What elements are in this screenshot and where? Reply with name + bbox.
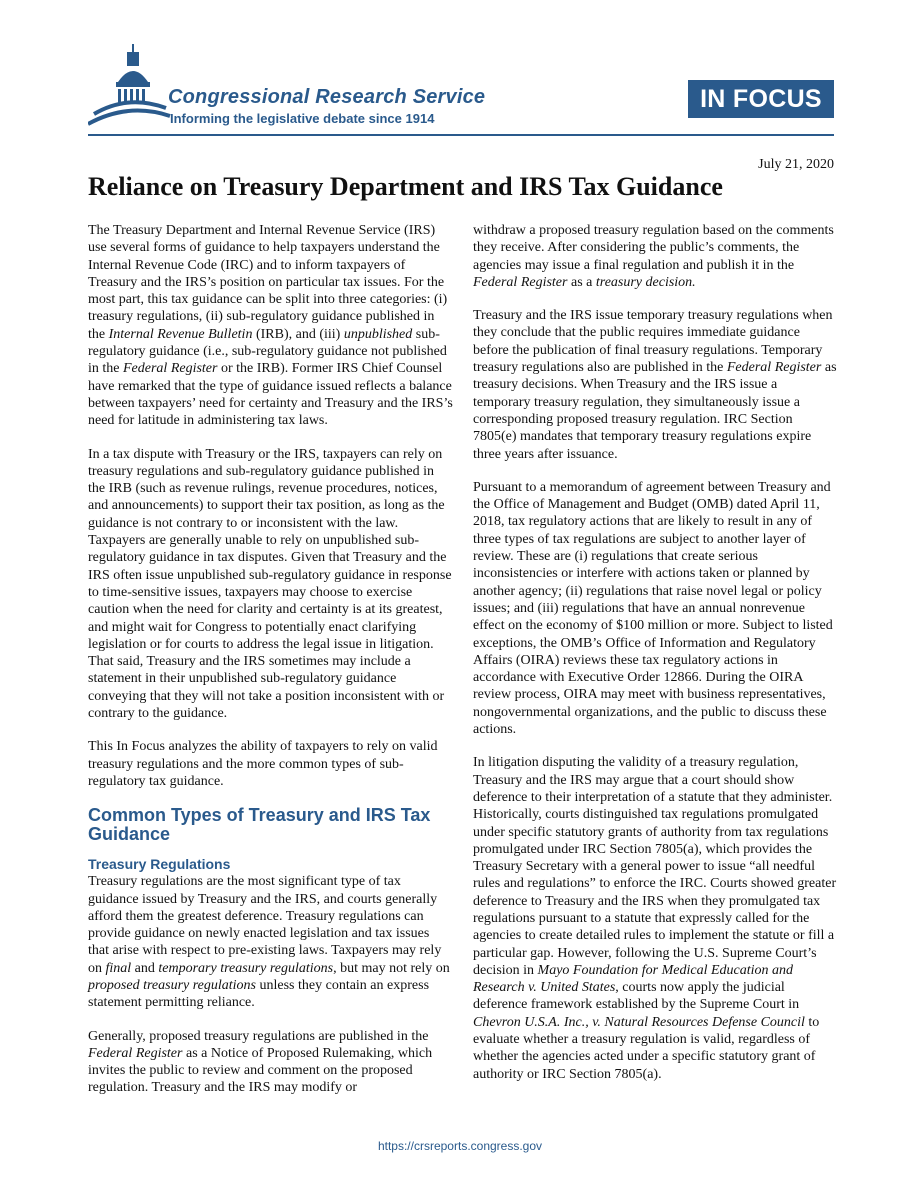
capitol-dome-logo [88, 42, 180, 134]
reliance-paragraph: In a tax dispute with Treasury or the IRS, taxpayers can rely on treasury regulations and sub-regulatory guidance published in the IRB (such as revenue rulings, revenue procedures, notices, and announcements) to support their tax position, as long as the guidance is not contrary to or inconsistent with the law. Taxpayers are generally unable to rely on unpublished sub-regulatory guidance in tax disputes. Given that Treasury and the IRS often issue unpublished sub-regulatory guidance in response to time-sensitive issues, taxpayers may choose to exercise caution when the need for clarity and certainty is at its greatest, and might wait for Congress to potentially enact clarifying legislation or for courts to address the legal issue in litigation. That said, Treasury and the IRS sometimes may include a statement in their unpublished sub-regulatory guidance conveying that they will not take a position inconsistent with or contrary to the guidance. [88, 446, 452, 722]
intro-paragraph: The Treasury Department and Internal Revenue Service (IRS) use several forms of guidance to help taxpayers understand the Internal Revenue Code (IRC) and to inform taxpayers of Treasury and the IRS’s position on particular tax issues. For the most part, this tax guidance can be split into three categories: (i) treasury regulations, (ii) sub-regulatory guidance published in the Internal Revenue Bulletin (IRB), and (iii) unpublished sub-regulatory guidance (i.e., sub-regulatory guidance not published in the Federal Register or the IRB). Former IRS Chief Counsel have remarked that the type of guidance issued reflects a balance between taxpayers’ need for certainty and Treasury and the IRS’s need for latitude in administering tax laws. [88, 223, 453, 429]
final-regulation-paragraph: withdraw a proposed treasury regulation based on the comments they receive. After considering the public’s comments, the agencies may issue a final regulation and publish it in the Federal Register as a treasury decision. [473, 223, 834, 290]
org-name: Congressional Research Service [168, 86, 486, 108]
left-column [88, 222, 453, 1113]
scope-paragraph: This In Focus analyzes the ability of taxpayers to rely on valid treasury regulations and the more common types of sub-regulatory tax guidance. [88, 739, 438, 789]
litigation-deference-paragraph: In litigation disputing the validity of a treasury regulation, Treasury and the IRS may argue that a court should show deference to their interpretation of a statute that they administer. Historically, courts distinguished tax regulations promulgated under specific statutory grants of authority from tax regulations promulgated under IRC Section 7805(a), which provides the Treasury Secretary with a general power to issue “all needful rules and regulations” to enforce the IRC. Courts showed greater deference to Treasury and the IRS when they promulgated tax regulations pursuant to a statute that expressly called for the agencies to create detailed rules to implement the statute or fill a particular gap. However, following the U.S. Supreme Court’s decision in Mayo Foundation for Medical Education and Research v. United States, courts now apply the judicial deference framework established by the Supreme Court in Chevron U.S.A. Inc., v. Natural Resources Defense Council to evaluate whether a treasury regulation is valid, regardless of whether the agencies acted under a specific statutory grant of authority or IRC Section 7805(a). [473, 755, 837, 1082]
header-divider [88, 134, 834, 136]
temporary-regulations-paragraph: Treasury and the IRS issue temporary treasury regulations when they conclude that the public requires immediate guidance before the publication of final treasury regulations. Temporary treasury regulations also are published in the Federal Register as treasury decisions. When Treasury and the IRS issue a temporary treasury regulation, they simultaneously issue a corresponding proposed treasury regulation. IRC Section 7805(e) mandates that temporary treasury regulations expire three years after issuance. [473, 308, 837, 462]
in-focus-badge: IN FOCUS [688, 80, 834, 118]
section-heading: Common Types of Treasury and IRS Tax Guidance [88, 805, 431, 845]
publication-date: July 21, 2020 [758, 157, 834, 172]
org-tagline: Informing the legislative debate since 1914 [170, 111, 435, 126]
subheading-treasury-regulations: Treasury Regulations [88, 856, 231, 873]
page-title: Reliance on Treasury Department and IRS Tax Guidance [88, 172, 723, 201]
treasury-regulations-paragraph: Treasury regulations are the most significant type of tax guidance issued by Treasury and the IRS, and courts generally afford them the greatest deference. Treasury regulations can provide guidance on newly enacted legislation and tax issues that arise with respect to pre-existing laws. Taxpayers may rely on final and temporary treasury regulations, but may not rely on proposed treasury regulations unless they contain an express statement permitting reliance. [88, 874, 450, 1011]
footer-url[interactable]: https://crsreports.congress.gov [377, 1139, 543, 1153]
right-column [473, 222, 838, 1099]
masthead [0, 0, 920, 150]
proposed-regulations-paragraph: Generally, proposed treasury regulations are published in the Federal Register as a Notice of Proposed Rulemaking, which invites the public to review and comment on the proposed regulation. Treasury and the IRS may modify or [88, 1028, 433, 1096]
omb-review-paragraph: Pursuant to a memorandum of agreement between Treasury and the Office of Management and Budget (OMB) dated April 11, 2018, tax regulatory actions that are likely to result in any of three types of tax regulations are subject to another layer of review. These are (i) regulations that create serious inconsistencies or interfere with actions taken or planned by another agency; (ii) regulations that raise novel legal or policy issues; and (iii) regulations that have an annual nonrevenue effect on the economy of $100 million or more. Subject to listed exceptions, the OMB’s Office of Information and Regulatory Affairs (OIRA) reviews these tax regulatory actions in accordance with Executive Order 12866. During the OIRA review process, OIRA may meet with business representatives, nongovernmental organizations, and the public to discuss these actions. [473, 479, 833, 738]
